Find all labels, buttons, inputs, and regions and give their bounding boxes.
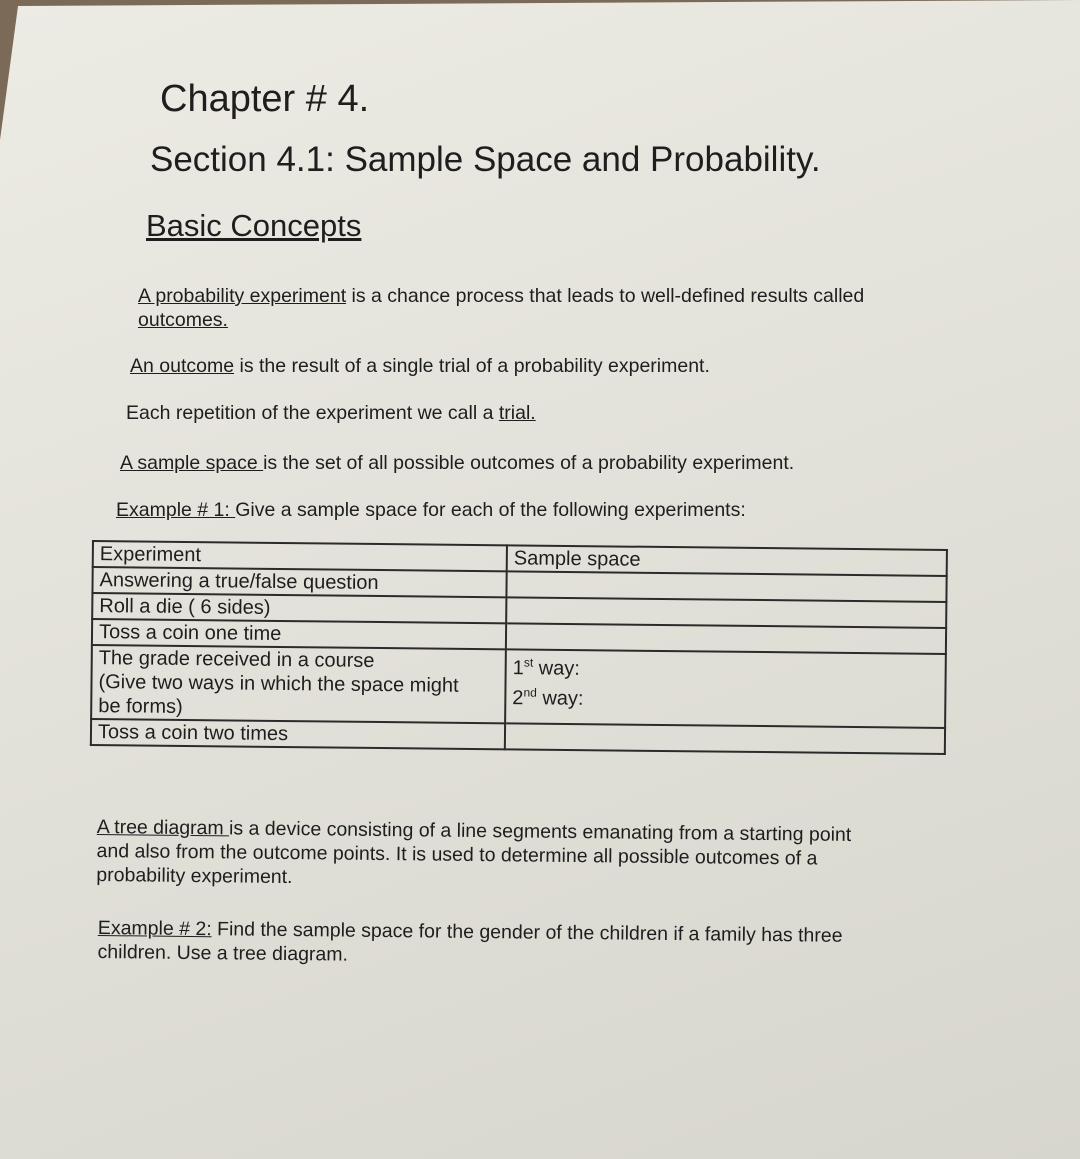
row-roll-die: Roll a die ( 6 sides) (92, 593, 506, 623)
basic-concepts-heading: Basic Concepts (146, 208, 362, 243)
first-way-text: way: (533, 657, 580, 680)
tree-diagram-term: A tree diagram (96, 815, 230, 840)
tree-diagram-line-2: and also from the outcome points. It is used to determine all possible outcomes of a (96, 839, 818, 870)
trial-definition (126, 401, 536, 425)
grade-line-2: (Give two ways in which the space might (98, 671, 459, 697)
tree-diagram-line-1: is a device consisting of a line segments emanating from a starting point (228, 817, 852, 846)
trial-text: Each repetition of the experiment we call a (126, 402, 499, 424)
second-way-suffix: nd (523, 685, 537, 700)
outcome-term: An outcome (130, 355, 235, 377)
tree-diagram-line-3: probability experiment. (96, 863, 293, 889)
header-experiment: Experiment (93, 541, 507, 571)
probability-experiment-definition (138, 284, 864, 332)
outcomes-word: outcomes. (138, 309, 228, 331)
row-grade-received (91, 645, 506, 723)
probability-experiment-text: is a chance process that leads to well-defined results called (346, 285, 865, 307)
example-2-line-1: Find the sample space for the gender of the children if a family has three (211, 918, 843, 947)
outcome-definition (130, 354, 710, 378)
row-toss-coin-twice: Toss a coin two times (91, 719, 505, 749)
example-1-text: Give a sample space for each of the following experiments: (235, 499, 746, 521)
grade-line-3: be forms) (98, 695, 183, 718)
sample-space-definition (120, 451, 794, 475)
example-1 (116, 498, 746, 522)
table-row (91, 645, 946, 728)
second-way-text: way: (536, 686, 584, 710)
sample-space-ways-cell (505, 649, 946, 728)
outcome-text: is the result of a single trial of a probability experiment. (234, 355, 710, 377)
first-way-suffix: st (523, 655, 534, 670)
first-way (513, 650, 939, 684)
row-true-false: Answering a true/false question (92, 567, 506, 597)
example-2-label: Example # 2: (97, 916, 212, 941)
example-2 (97, 916, 842, 972)
sample-space-text: is the set of all possible outcomes of a probability experiment. (263, 452, 795, 474)
sample-space-term: A sample space (120, 452, 264, 474)
example-2-line-2: children. Use a tree diagram. (97, 940, 349, 966)
chapter-title: Chapter # 4. (160, 78, 370, 120)
first-way-number: 1 (512, 657, 524, 680)
experiments-table (90, 540, 948, 755)
second-way (512, 680, 938, 714)
example-1-label: Example # 1: (116, 499, 236, 521)
grade-line-1: The grade received in a course (98, 647, 375, 672)
header-sample-space: Sample space (507, 545, 947, 576)
sample-space-cell (505, 723, 945, 754)
row-toss-coin-once: Toss a coin one time (92, 619, 506, 649)
trial-term: trial. (498, 402, 536, 424)
section-title: Section 4.1: Sample Space and Probability. (150, 140, 821, 179)
probability-experiment-term: A probability experiment (138, 285, 347, 307)
second-way-number: 2 (512, 686, 524, 709)
tree-diagram-definition (96, 815, 851, 895)
